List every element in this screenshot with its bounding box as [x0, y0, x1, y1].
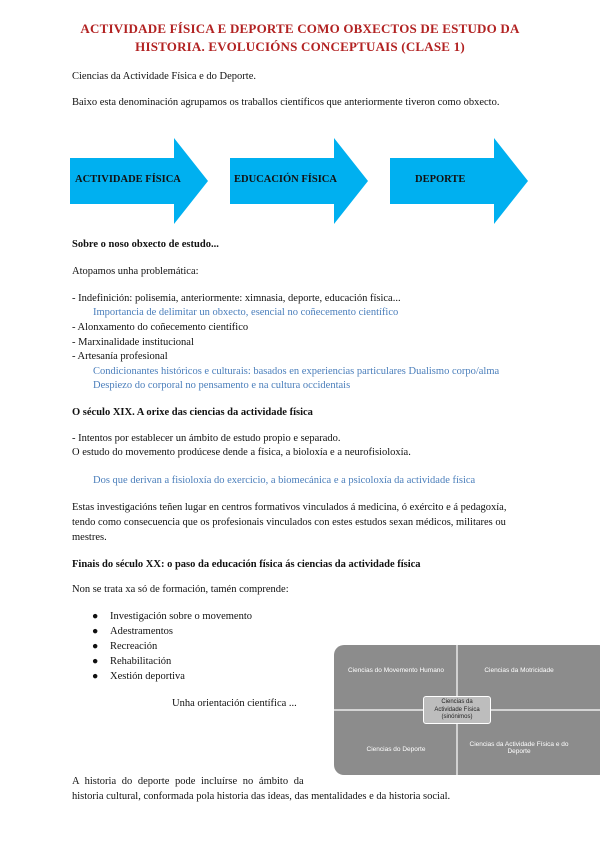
- activities-list: [92, 609, 252, 684]
- title-line-2: HISTORIA. EVOLUCIÓNS CONCEPTUAIS (CLASE 1): [135, 39, 465, 54]
- list-item: ● Recreación: [92, 641, 158, 652]
- bullet-icon: ●: [92, 671, 99, 682]
- section1-item: - Artesanía profesional: [72, 351, 168, 362]
- section1-note: Condicionantes históricos e culturais: basados en experiencias particulares Dualismo corpo/alma: [93, 366, 500, 377]
- bullet-icon: ●: [92, 611, 99, 622]
- diagram-bottom-left: Ciencias do Deporte: [366, 746, 426, 753]
- orientation-text: Unha orientación científica ...: [172, 698, 297, 709]
- bullet-icon: ●: [92, 641, 99, 652]
- list-item: ● Adestramentos: [92, 626, 173, 637]
- document-title: [40, 20, 560, 56]
- list-item: ● Xestión deportiva: [92, 671, 185, 682]
- section1-heading: Sobre o noso obxecto de estudo...: [72, 239, 219, 250]
- section2-line: - Intentos por establecer un ámbito de estudo propio e separado.: [72, 433, 341, 444]
- arrow-label: DEPORTE: [415, 174, 466, 185]
- arrow-label: EDUCACIÓN FÍSICA: [234, 174, 337, 185]
- diagram-top-right: Ciencias da Motricidade: [484, 667, 554, 674]
- diagram-bottom-right: Ciencias da Actividade Física e do Deporte: [469, 741, 569, 755]
- closing-line: A historia do deporte pode incluírse no ámbito da: [72, 776, 304, 787]
- section1-intro: Atopamos unha problemática:: [72, 266, 199, 277]
- bullet-icon: ●: [92, 626, 99, 637]
- section2-heading: O século XIX. A orixe das ciencias da actividade física: [72, 407, 313, 418]
- list-item: ● Rehabilitación: [92, 656, 172, 667]
- section3-intro: Non se trata xa só de formación, tamén comprende:: [72, 584, 289, 595]
- bullet-icon: ●: [92, 656, 99, 667]
- arrow-educacion-fisica: [230, 138, 368, 224]
- section1-item: - Marxinalidade institucional: [72, 337, 194, 348]
- intro-description: Baixo esta denominación agrupamos os traballos científicos que anteriormente tiveron como obxecto.: [72, 97, 500, 108]
- list-item: ● Investigación sobre o movemento: [92, 611, 253, 622]
- section1-item: - Indefinición: polisemia, anteriormente: ximnasia, deporte, educación física...: [72, 293, 401, 304]
- intro-subject: Ciencias da Actividade Física e do Deporte.: [72, 71, 256, 82]
- closing-line: historia cultural, conformada pola historia das ideas, das mentalidades e da historia social.: [72, 791, 451, 802]
- arrow-deporte: [390, 138, 528, 224]
- section2-note: Dos que derivan a fisioloxía do exercicio, a biomecánica e a psicoloxía da actividade física: [93, 475, 476, 486]
- section3-heading: Finais do século XX: o paso da educación física ás ciencias da actividade física: [72, 559, 421, 570]
- arrow-actividade-fisica: [70, 138, 208, 224]
- arrow-label: ACTIVIDADE FÍSICA: [75, 174, 181, 185]
- title-line-1: ACTIVIDADE FÍSICA E DEPORTE COMO OBXECTOS DE ESTUDO DA: [80, 21, 520, 36]
- diagram-center-box: Ciencias da Actividade Física (sinónimos): [423, 696, 491, 724]
- diagram-top-left: Ciencias do Movemento Humano: [347, 667, 445, 674]
- sciences-diagram: [334, 645, 600, 775]
- section1-note: Importancia de delimitar un obxecto, esencial no coñecemento científico: [93, 307, 399, 318]
- section1-item: - Alonxamento do coñecemento científico: [72, 322, 249, 333]
- section2-line: O estudo do movemento prodúcese dende a física, a bioloxía e a neurofisioloxía.: [72, 447, 411, 458]
- section1-note: Despiezo do corporal no pensamento e na cultura occidentais: [93, 380, 351, 391]
- section2-paragraph: Estas investigacións teñen lugar en centros formativos vinculados á medicina, ó exército e á pedagoxía, tendo como consecuencia que os profesionais vinculados con estes estudos sexan médicos, militares ou mestres.: [72, 502, 507, 543]
